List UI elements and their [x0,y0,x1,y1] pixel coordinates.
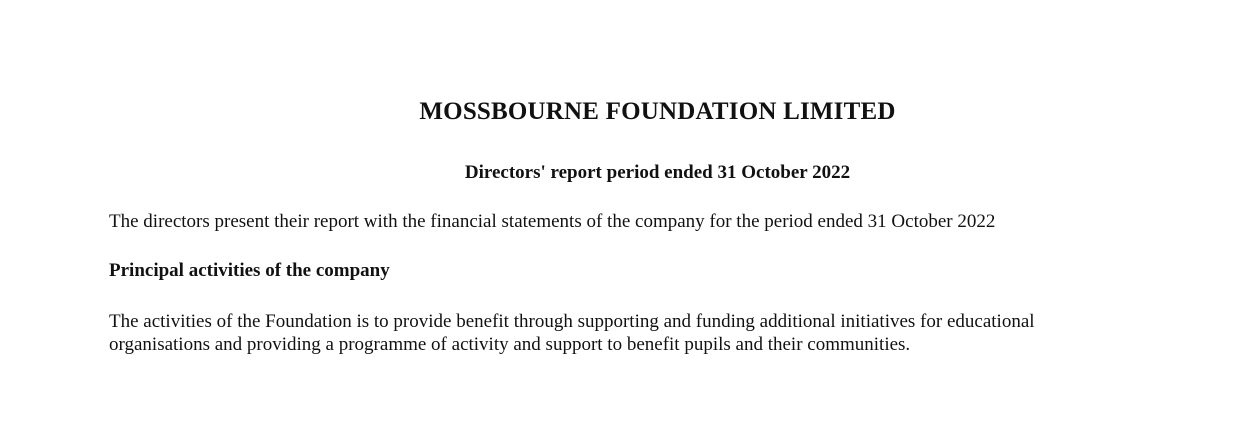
document-title: MOSSBOURNE FOUNDATION LIMITED [419,98,896,125]
principal-activities-paragraph [109,310,1035,356]
section-heading-principal-activities: Principal activities of the company [109,260,390,281]
paragraph-line: organisations and providing a programme of activity and support to benefit pupils and their communities. [109,334,911,355]
report-subtitle: Directors' report period ended 31 October 2022 [464,162,851,183]
intro-paragraph: The directors present their report with the financial statements of the company for the period ended 31 October 2022 [109,211,996,232]
paragraph-line: The activities of the Foundation is to provide benefit through supporting and funding additional initiatives for educational [109,311,1035,332]
